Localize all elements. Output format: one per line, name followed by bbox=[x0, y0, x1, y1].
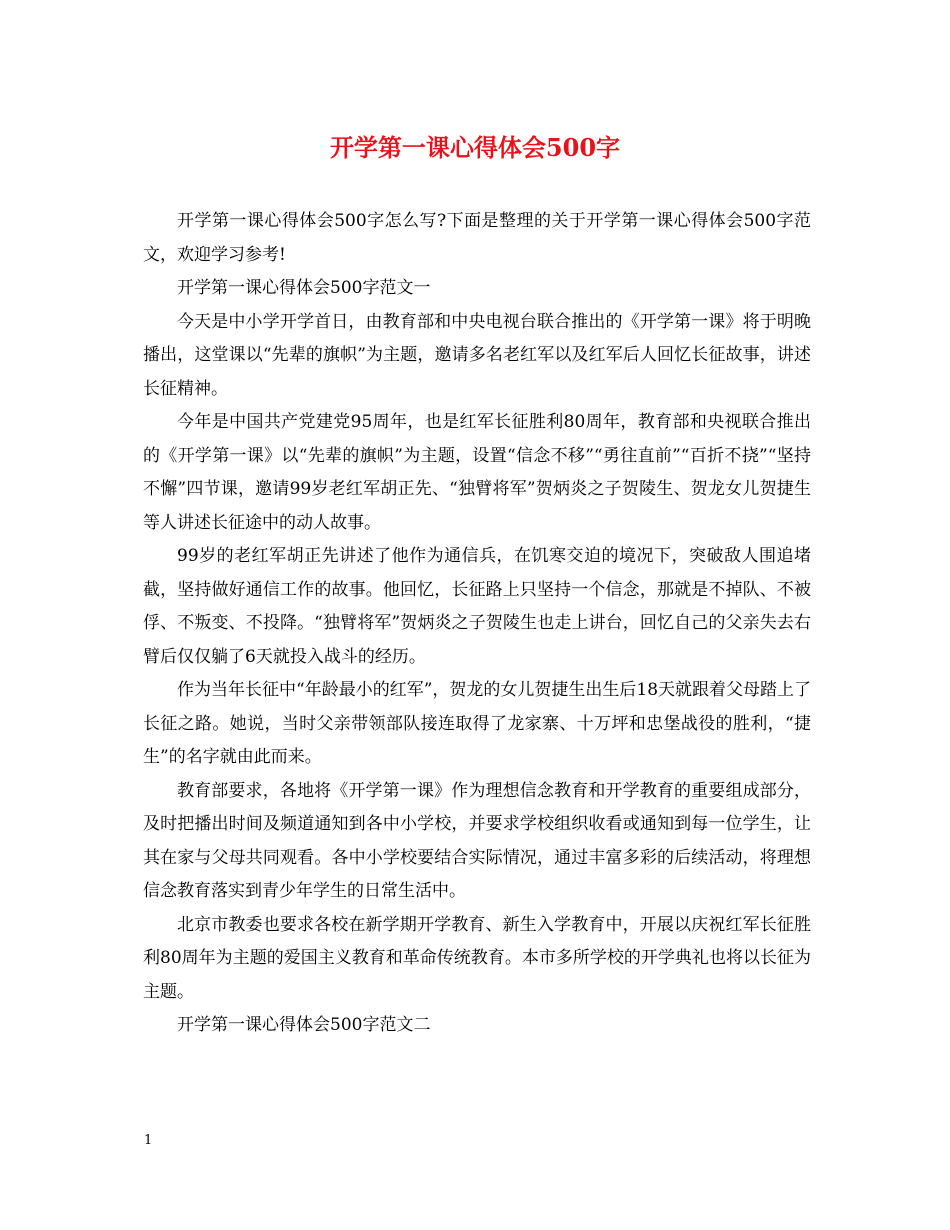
document-body bbox=[143, 205, 811, 1043]
paragraph: 今年是中国共产党建党95周年，也是红军长征胜利80周年，教育部和央视联合推出的《开学第一课》以“先辈的旗帜”为主题，设置“信念不移”“勇往直前”“百折不挠”“坚持不懈”四节课，邀请99岁老红军胡正先、“独臂将军”贺炳炎之子贺陵生、贺龙女儿贺捷生等人讲述长征途中的动人故事。 bbox=[143, 412, 811, 533]
paragraph: 作为当年长征中“年龄最小的红军”，贺龙的女儿贺捷生出生后18天就跟着父母踏上了长征之路。她说，当时父亲带领部队接连取得了龙家寨、十万坪和忠堡战役的胜利，“捷生”的名字就由此而来。 bbox=[143, 680, 812, 767]
paragraph: 今天是中小学开学首日，由教育部和中央电视台联合推出的《开学第一课》将于明晚播出，这堂课以“先辈的旗帜”为主题，邀请多名老红军以及红军后人回忆长征故事，讲述长征精神。 bbox=[143, 311, 811, 399]
section-heading-essay-two: 开学第一课心得体会500字范文二 bbox=[177, 1015, 431, 1035]
paragraph: 99岁的老红军胡正先讲述了他作为通信兵，在饥寒交迫的境况下，突破敌人围追堵截，坚持做好通信工作的故事。他回忆，长征路上只坚持一个信念，那就是不掉队、不被俘、不叛变、不投降。“独臂将军”贺炳炎之子贺陵生也走上讲台，回忆自己的父亲失去右臂后仅仅躺了6天就投入战斗的经历。 bbox=[143, 546, 811, 667]
page-number: 1 bbox=[144, 1133, 153, 1148]
document-title: 开学第一课心得体会500字 bbox=[329, 133, 621, 162]
section-heading-essay-one: 开学第一课心得体会500字范文一 bbox=[177, 278, 431, 298]
paragraph-intro: 开学第一课心得体会500字怎么写?下面是整理的关于开学第一课心得体会500字范文，欢迎学习参考! bbox=[143, 211, 811, 265]
paragraph: 教育部要求，各地将《开学第一课》作为理想信念教育和开学教育的重要组成部分，及时把播出时间及频道通知到各中小学校，并要求学校组织收看或通知到每一位学生，让其在家与父母共同观看。各中小学校要结合实际情况，通过丰富多彩的后续活动，将理想信念教育落实到青少年学生的日常生活中。 bbox=[143, 780, 811, 901]
paragraph: 北京市教委也要求各校在新学期开学教育、新生入学教育中，开展以庆祝红军长征胜利80周年为主题的爱国主义教育和革命传统教育。本市多所学校的开学典礼也将以长征为主题。 bbox=[143, 914, 811, 1002]
